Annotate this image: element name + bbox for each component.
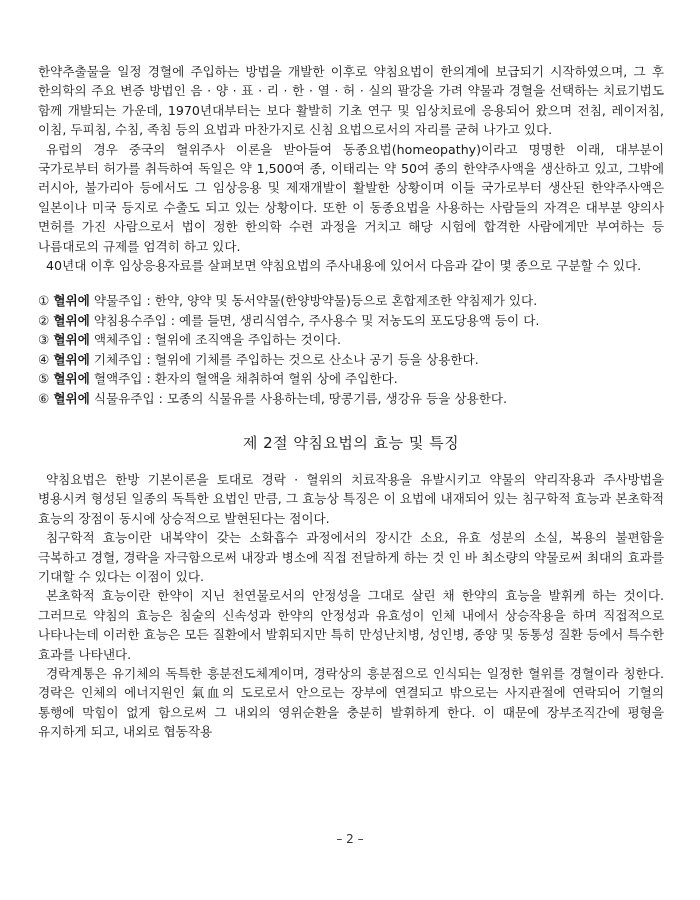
body-paragraph: 한약추출물을 일정 경혈에 주입하는 방법을 개발한 이후로 약침요법이 한의계에 보급되기 시작하였으며, 그 후 한의학의 주요 변증 방법인 음 · 양 · 표 · 리 · 한 · 열 · 허 · 실의 팔강을 가려 약물과 경혈을 선택하는 치료기법도 함께 개발되는 가운데, 1970년대부터는 보다 활발히 기초 연구 및 임상치료에 응용되어 왔으며 전침, 레이저침, 이침, 두피침, 수침, 족침 등의 요법과 마찬가지로 신침 요법으로서의 자리를 굳혀 나가고 있다. (38, 64, 664, 138)
list-item-head: 혈위에 (53, 293, 90, 309)
section-title: 제 2절 약침요법의 효능 및 특징 (242, 433, 460, 452)
list-item-text: 기체주입 : 혈위에 기체를 주입하는 것으로 산소나 공기 등을 상용한다. (89, 351, 479, 367)
list-item-head: 혈위에 (53, 312, 90, 328)
body-paragraph (38, 470, 664, 528)
list-item-text: 식물유주입 : 모종의 식물유를 사용하는데, 땅콩기름, 생강유 등을 상용한다. (89, 390, 508, 406)
list-item (38, 350, 664, 369)
body-paragraph (38, 140, 664, 256)
list-marker: ② (38, 312, 50, 328)
paragraph-text: 유럽의 경우 중국의 혈위주사 이론을 받아들여 동종요법(homeopathy)이라고 명명한 이래, 대부분이 국가로부터 허가를 취득하여 독일은 약 1,500여 종, 이태리는 약 50여 종의 한약주사액을 생산하고 있고, 그밖에 러시아, 불가리아 등에서도 그 임상응용 및 제재개발이 활발한 상황이며 이들 국가로부터 생산된 한약주사액은 일본이나 미국 등지로 수출도 되고 있는 상황이다. 또한 이 동종요법을 사용하는 사람들의 자격은 대부분 양의사 면허를 가진 사람으로서 법이 정한 한의학 수련 과정을 거치고 해당 시험에 합격한 사람에게만 부여하는 등 나름대로의 규제를 엄격히 하고 있다. (38, 141, 664, 254)
paragraph-text: 40년대 이후 임상응용자료를 살펴보면 약침요법의 주사내용에 있어서 다음과 같이 몇 종으로 구분할 수 있다. (46, 258, 642, 274)
paragraph-text: 본초학적 효능이란 한약이 지닌 천연물로서의 안정성을 그대로 살린 채 한약의 효능을 발휘케 하는 것이다. 그러므로 약침의 효능은 침술의 신속성과 한약의 안정성과 유효성이 인체 내에서 상승작용을 하며 직접적으로 나타나는데 이러한 효능은 모든 질환에서 발휘되지만 특히 만성난치병, 성인병, 종양 및 동통성 질환 등에서 특수한 효과를 나타낸다. (38, 588, 664, 662)
page-number: – 2 – (336, 832, 364, 846)
list-marker: ③ (38, 332, 50, 348)
body-paragraph (38, 256, 664, 275)
body-paragraph (38, 586, 664, 664)
paragraph-text: 약침요법은 한방 기본이론을 토대로 경락 · 혈위의 치료작용을 유발시키고 약물의 약리작용과 주사방법을 병용시켜 형성된 일종의 독특한 요법인 만큼, 그 효능상 특징은 이 요법에 내재되어 있는 침구학적 효능과 본초학적 효능의 장점이 동시에 상승적으로 발현된다는 점이다. (38, 471, 664, 526)
document-page (38, 62, 664, 742)
list-item (38, 311, 664, 330)
list-item (38, 389, 664, 408)
list-item (38, 369, 664, 388)
spacer (38, 275, 664, 291)
spacer (38, 408, 664, 432)
list-item-head: 혈위에 (53, 351, 90, 367)
body-paragraph (38, 528, 664, 586)
list-item-head: 혈위에 (53, 390, 90, 406)
list-marker: ④ (38, 351, 50, 367)
list-marker: ⑥ (38, 390, 50, 406)
paragraph-text: 경락계통은 유기체의 독특한 흥분전도체계이며, 경락상의 흥분점으로 인식되는 일정한 혈위를 경혈이라 칭한다. 경락은 인체의 에너지원인 氣血의 도로로서 안으로는 장부에 연결되고 밖으로는 사지관절에 연락되어 기혈의 통행에 막힘이 없게 함으로써 그 내외의 영위순환을 충분히 발휘하게 한다. 이 때문에 장부조직간에 평형을 유지하게 되고, 내외로 협동작용 (38, 665, 664, 740)
list-item-head: 혈위에 (53, 332, 90, 348)
list-item-text: 액체주입 : 혈위에 조직액을 주입하는 것이다. (89, 332, 342, 348)
list-item-text: 약물주입 : 한약, 양약 및 동서약물(한양방약물)등으로 혼합제조한 약침제가 있다. (89, 293, 538, 309)
list-item-text: 약침용수주입 : 예를 들면, 생리식염수, 주사용수 및 저농도의 포도당용액 등이 다. (89, 312, 540, 328)
list-item (38, 291, 664, 310)
spacer (38, 454, 664, 470)
list-marker: ① (38, 293, 50, 309)
list-item-head: 혈위에 (53, 371, 90, 387)
list-item-text: 혈액주입 : 환자의 혈액을 채취하여 혈위 상에 주입한다. (89, 371, 398, 387)
injection-types-list (38, 291, 664, 407)
list-marker: ⑤ (38, 371, 50, 387)
body-paragraph (38, 664, 664, 742)
list-item (38, 330, 664, 349)
paragraph-text: 침구학적 효능이란 내복약이 갖는 소화흡수 과정에서의 장시간 소요, 유효 성분의 소실, 복용의 불편함을 극복하고 경혈, 경락을 자극함으로써 내장과 병소에 직접 전달하게 하는 것 인 바 최소량의 약물로써 최대의 효과를 기대할 수 있다는 이점이 있다. (38, 530, 664, 584)
